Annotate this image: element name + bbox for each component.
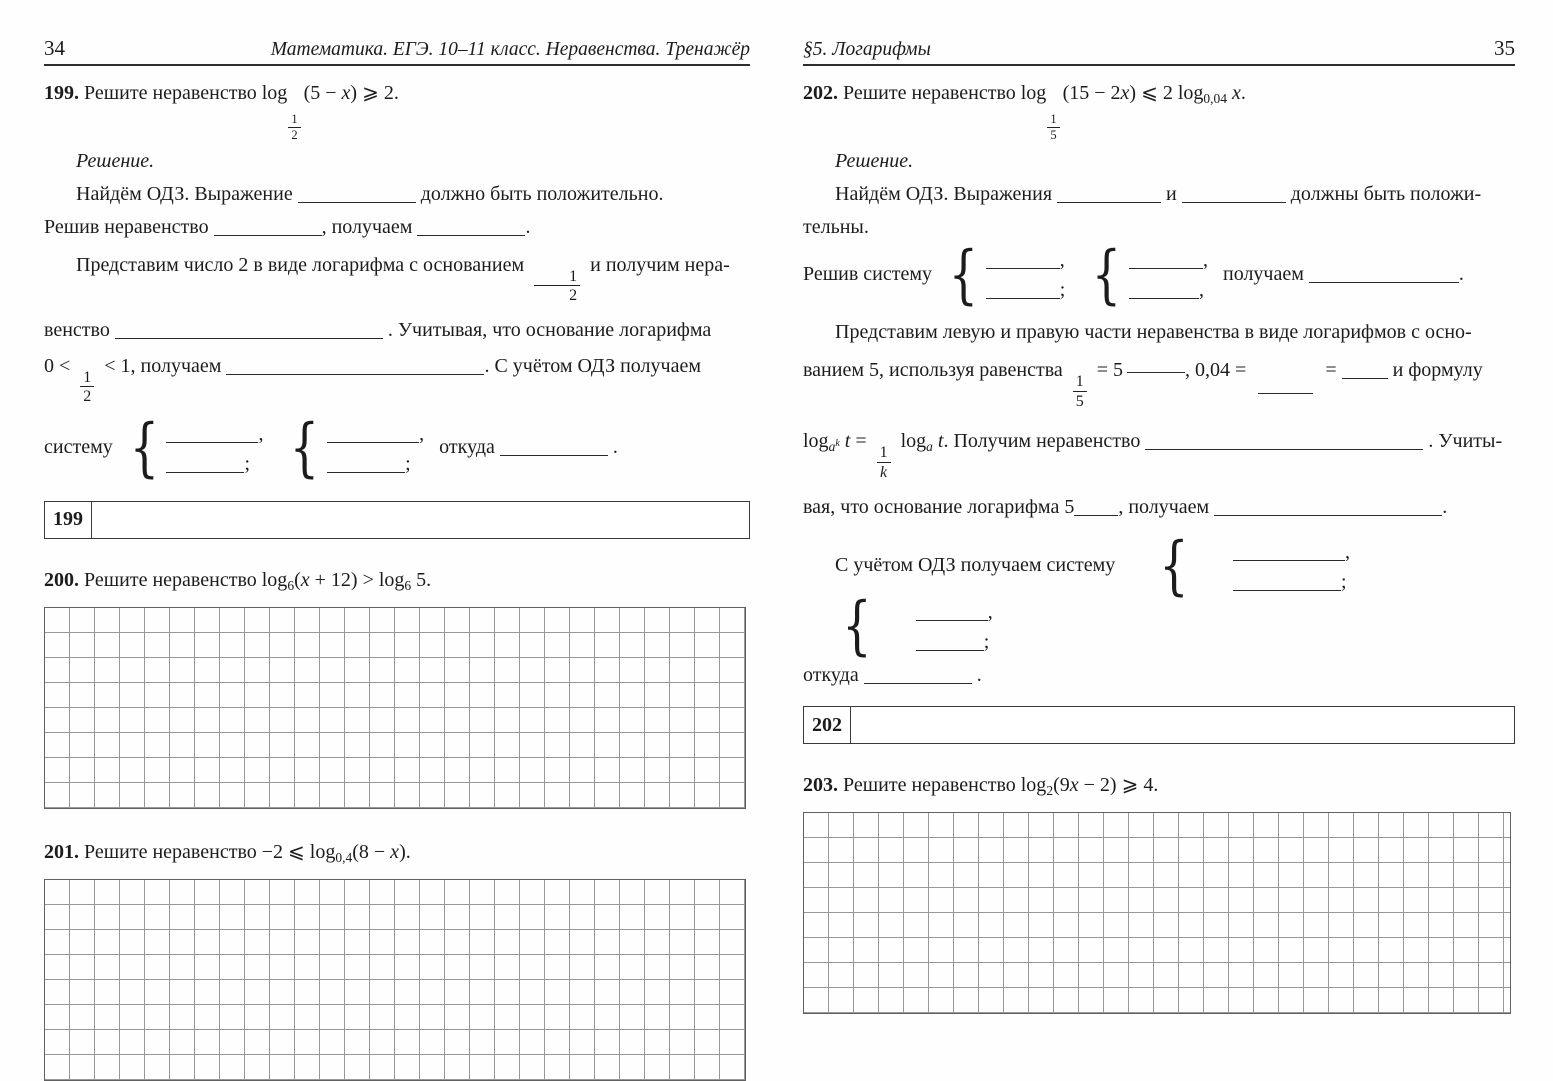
- system-of-inequalities: [1126, 528, 1350, 603]
- system-rows: [327, 424, 424, 473]
- log-base: [829, 439, 840, 454]
- answer-box-number: 202: [804, 707, 851, 743]
- problem-202-statement: [803, 78, 1515, 143]
- system-of-inequalities: [124, 410, 264, 485]
- blank-line: [916, 635, 984, 651]
- system-of-inequalities: [284, 410, 425, 485]
- text-token: систему: [44, 435, 113, 458]
- system-rows: [884, 601, 993, 654]
- fraction-denominator: 5: [1075, 392, 1084, 410]
- blank-line: [1145, 434, 1423, 450]
- blank-line: [166, 457, 244, 473]
- math-var: x: [1069, 774, 1079, 797]
- log-word: log: [1020, 82, 1047, 104]
- text-token: ;: [1059, 279, 1066, 302]
- math-var: t: [844, 430, 851, 453]
- fraction-numerator: 1: [1073, 373, 1087, 392]
- system-rows: [1129, 249, 1209, 302]
- problem-number: 200.: [44, 568, 79, 591]
- math-var: x: [341, 82, 351, 104]
- solve-line: [44, 212, 750, 242]
- text-token: , 0,04 =: [1185, 359, 1247, 382]
- text-token: вая, что основание логарифма 5: [803, 495, 1075, 518]
- log-token: [261, 82, 304, 142]
- represent-line-1: [44, 250, 750, 305]
- blank-line: [1233, 545, 1345, 561]
- fraction-denominator: 2: [569, 287, 578, 305]
- system-line: [44, 410, 750, 485]
- text-token: Решите неравенство: [843, 774, 1021, 797]
- log-word: log: [1177, 82, 1204, 104]
- fraction-numerator: 1: [877, 444, 891, 463]
- blank-line: [214, 220, 322, 236]
- blank-line: [864, 668, 972, 684]
- text-token: С учётом ОДЗ получаем систему: [835, 553, 1116, 576]
- blank-line: [986, 283, 1060, 299]
- problem-number: 201.: [44, 840, 79, 863]
- blank-line: [327, 457, 405, 473]
- log-word: log: [309, 840, 336, 863]
- otkuda-line: [803, 660, 1515, 690]
- math-var: x: [1120, 82, 1130, 104]
- answer-box-199: [44, 501, 750, 539]
- system-row: [1201, 540, 1350, 563]
- grid-201: [44, 879, 746, 1081]
- text-token: ) ⩾ 2.: [350, 82, 399, 104]
- text-token: =: [1325, 359, 1337, 382]
- system-rows: [1201, 542, 1350, 591]
- blank-line: [1129, 253, 1203, 269]
- text-token: .: [612, 435, 618, 458]
- text-token: , получаем: [1118, 495, 1210, 518]
- text-token: Представим число 2 в виде логарифма с основанием: [76, 253, 525, 276]
- log-base-fraction: [1047, 113, 1059, 143]
- text-token: Решите неравенство: [84, 82, 262, 104]
- text-token: ,: [419, 422, 425, 445]
- system-row: [1201, 570, 1350, 593]
- blank-line: [1309, 267, 1459, 283]
- log-word: log: [900, 430, 927, 453]
- math-var: a: [926, 439, 933, 455]
- grid-203: [803, 812, 1511, 1014]
- blank-line: [916, 605, 988, 621]
- text-token: . Получим неравенство: [943, 430, 1141, 453]
- blank-line: [298, 187, 416, 203]
- text-token: откуда: [439, 435, 495, 458]
- text-token: получаем: [1223, 262, 1304, 285]
- fraction-numerator: 1: [80, 369, 94, 388]
- log-base-fraction: [288, 113, 300, 143]
- system-of-inequalities: [943, 237, 1066, 312]
- curly-brace: {: [948, 237, 979, 312]
- text-token: + 12) >: [309, 568, 379, 591]
- log-word: log: [803, 430, 829, 453]
- text-token: венство: [44, 318, 110, 341]
- curly-brace: {: [290, 410, 320, 485]
- text-token: ,: [1203, 249, 1209, 272]
- text-token: 0 <: [44, 354, 71, 377]
- math-var: x: [390, 840, 400, 863]
- fraction-denominator: [880, 463, 887, 482]
- odz-line: [44, 179, 750, 209]
- system-row: [1129, 279, 1208, 302]
- blank-line: [1074, 500, 1118, 516]
- fraction-numerator: 1: [1047, 113, 1059, 128]
- odz-line-wrap: тельны.: [803, 215, 869, 238]
- text-token: .: [1458, 262, 1464, 285]
- text-token: − 2) ⩾ 4.: [1078, 774, 1159, 797]
- text-token: Решите неравенство −2 ⩽: [84, 840, 310, 863]
- text-token: и получим нера-: [590, 253, 730, 276]
- page-right: [803, 36, 1515, 1014]
- page-header-right: [803, 36, 1515, 66]
- text-token: Найдём ОДЗ. Выражение: [76, 182, 293, 205]
- curly-brace: {: [1159, 528, 1189, 603]
- log-token: [803, 430, 840, 455]
- represent-line-2: [44, 315, 750, 345]
- text-token: .: [1442, 495, 1448, 518]
- log-token: [310, 841, 352, 863]
- represent-line-3: [44, 351, 750, 406]
- fraction: [877, 444, 891, 481]
- log-base: 6: [287, 577, 295, 593]
- system-line-2: [803, 528, 1515, 664]
- text-token: < 1, получаем: [104, 354, 222, 377]
- log-base: 6: [404, 577, 412, 593]
- system-row: [884, 601, 993, 624]
- represent-line-1: Представим левую и правую части неравенства в виде логарифмов с осно-: [835, 321, 1472, 344]
- text-token: Решите неравенство: [84, 568, 262, 591]
- text-token: =: [855, 430, 867, 453]
- grid-200: [44, 607, 746, 809]
- text-token: (8 −: [352, 840, 391, 863]
- text-token: должны быть положи-: [1290, 182, 1482, 205]
- page-number: 34: [44, 36, 65, 60]
- text-token: . Учитывая, что основание логарифма: [387, 318, 712, 341]
- blank-line-exponent: [1127, 357, 1185, 373]
- system-row: [1129, 249, 1209, 272]
- text-token: Решив систему: [803, 262, 933, 285]
- text-token: . С учётом ОДЗ получаем: [484, 354, 701, 377]
- text-token: ;: [244, 452, 251, 475]
- answer-box-field: [851, 707, 1514, 743]
- text-token: (15 − 2: [1062, 82, 1121, 104]
- log-word: log: [1020, 774, 1047, 797]
- text-token: и: [1166, 182, 1177, 205]
- text-token: ,: [258, 422, 264, 445]
- odz-line: [803, 179, 1515, 209]
- problem-number: 199.: [44, 82, 79, 104]
- text-token: 5.: [411, 568, 432, 591]
- text-token: .: [525, 215, 531, 238]
- blank-line: [417, 220, 525, 236]
- fraction: [1073, 373, 1087, 410]
- represent-line-3: [803, 492, 1515, 522]
- blank-line-low: [1258, 385, 1313, 394]
- fraction: [534, 268, 580, 305]
- page-left: [44, 36, 750, 1081]
- page-header-left: [44, 36, 750, 66]
- blank-line: [1057, 187, 1161, 203]
- text-token: .: [976, 664, 982, 687]
- text-token: ванием 5, используя равенства: [803, 359, 1063, 382]
- problem-number: 203.: [803, 774, 838, 797]
- text-token: ).: [399, 840, 411, 863]
- log-word: log: [261, 82, 288, 104]
- text-token: ;: [405, 452, 411, 475]
- solution-label: Решение.: [835, 149, 914, 172]
- solve-system-line: [803, 237, 1515, 312]
- text-token: ;: [1340, 570, 1347, 593]
- log-token: [900, 430, 933, 455]
- problem-203-statement: [803, 770, 1515, 806]
- system-row: [166, 452, 263, 475]
- log-base: [926, 439, 933, 454]
- blank-line: [1129, 283, 1199, 299]
- blank-line: [1233, 575, 1341, 591]
- formula-line: [803, 426, 1515, 481]
- log-word: log: [261, 568, 288, 591]
- system-row: [986, 249, 1066, 272]
- text-token: откуда: [803, 664, 859, 687]
- blank-line: [327, 427, 419, 443]
- math-var: k: [880, 464, 888, 482]
- log-token: [1020, 774, 1054, 799]
- system-rows: [166, 424, 263, 473]
- log-token: [379, 569, 411, 591]
- system-row: [166, 422, 264, 445]
- problem-number: 202.: [803, 82, 838, 104]
- system-row: [986, 279, 1066, 302]
- blank-line: [986, 253, 1060, 269]
- fraction-numerator: 1: [288, 113, 300, 128]
- text-token: (: [294, 568, 301, 591]
- text-token: (5 −: [303, 82, 342, 104]
- math-var: x: [300, 568, 310, 591]
- text-token: .: [1240, 82, 1246, 104]
- text-token: = 5: [1096, 359, 1124, 382]
- text-token: . Учиты-: [1428, 430, 1503, 453]
- text-token: Найдём ОДЗ. Выражения: [835, 182, 1053, 205]
- blank-line: [115, 323, 383, 339]
- running-title: Математика. ЕГЭ. 10–11 класс. Неравенства. Тренажёр: [270, 39, 750, 60]
- text-token: (9: [1053, 774, 1070, 797]
- log-word: log: [378, 568, 405, 591]
- fraction-denominator: 5: [1050, 127, 1057, 142]
- answer-box-field: [92, 502, 749, 538]
- curly-brace: {: [129, 410, 159, 485]
- curly-brace: {: [1091, 237, 1122, 312]
- running-title: §5. Логарифмы: [803, 39, 931, 60]
- text-token: ,: [1059, 249, 1065, 272]
- system-row: [884, 631, 993, 654]
- system-of-inequalities: [809, 589, 993, 664]
- log-base: 0,4: [335, 849, 353, 865]
- blank-line: [500, 440, 608, 456]
- blank-line: [166, 427, 258, 443]
- text-token: ,: [1344, 540, 1350, 563]
- log-token: [1020, 82, 1063, 142]
- problem-201-statement: [44, 837, 750, 873]
- log-token: [262, 569, 294, 591]
- text-token: ) ⩽ 2: [1129, 82, 1178, 104]
- fraction-denominator: 2: [291, 127, 298, 142]
- math-var: a: [828, 439, 836, 455]
- text-token: ,: [987, 601, 993, 624]
- math-var: t: [937, 430, 944, 453]
- answer-box-202: [803, 706, 1515, 744]
- text-token: и формулу: [1392, 359, 1483, 382]
- represent-line-2: [803, 355, 1515, 410]
- problem-199-statement: [44, 78, 750, 143]
- curly-brace: {: [842, 589, 872, 664]
- problem-200-statement: [44, 565, 750, 601]
- blank-line: [1342, 363, 1388, 379]
- text-token: Решите неравенство: [843, 82, 1021, 104]
- system-row: [327, 422, 425, 445]
- solution-label: Решение.: [76, 149, 155, 172]
- log-base: 0,04: [1203, 91, 1228, 106]
- text-token: ,: [1199, 279, 1205, 302]
- system-of-inequalities: [1086, 237, 1209, 312]
- system-row: [327, 452, 424, 475]
- text-token: ;: [983, 631, 990, 654]
- blank-line: [1182, 187, 1286, 203]
- text-token: , получаем: [321, 215, 413, 238]
- fraction-numerator: 1: [534, 268, 580, 287]
- fraction-denominator: 2: [83, 388, 92, 406]
- exponent: [835, 438, 839, 449]
- blank-line: [226, 359, 484, 375]
- blank-line: [1214, 500, 1442, 516]
- answer-box-number: 199: [45, 502, 92, 538]
- page-number: 35: [1494, 36, 1515, 60]
- math-var: x: [1232, 82, 1241, 104]
- system-rows: [986, 249, 1066, 302]
- log-token: [1178, 82, 1227, 104]
- text-token: Решив неравенство: [44, 215, 209, 238]
- fraction: [80, 369, 94, 406]
- text-token: должно быть положительно.: [420, 182, 664, 205]
- math-var: k: [835, 438, 840, 450]
- log-base: 2: [1046, 783, 1054, 799]
